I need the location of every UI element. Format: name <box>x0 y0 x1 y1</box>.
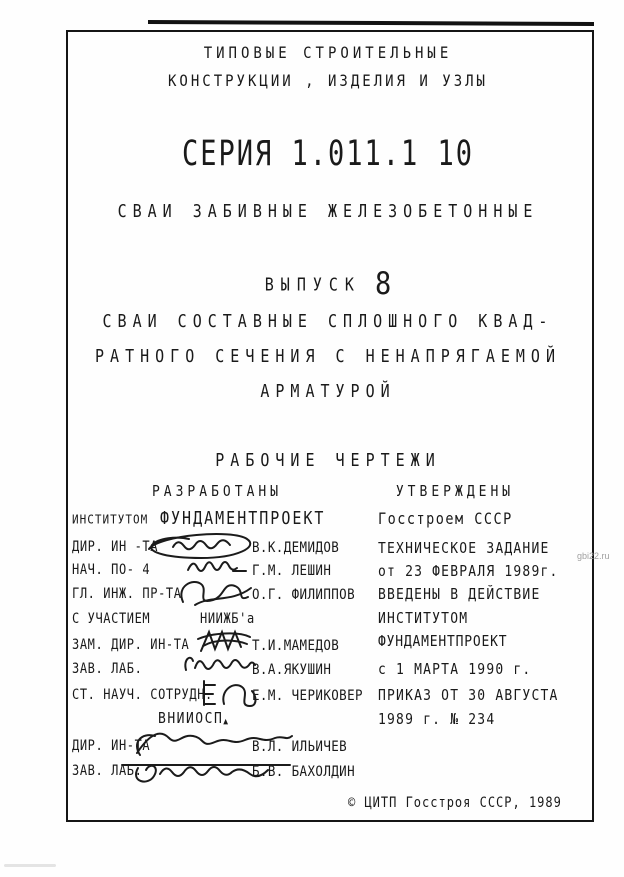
dev-row-role: ДИР. ИН-ТА <box>72 737 151 754</box>
dev-row-name: В.Л. ИЛЬИЧЕВ <box>252 737 348 755</box>
working-drawings-title: РАБОЧИЕ ЧЕРТЕЖИ <box>215 450 441 471</box>
issue-desc-line2: РАТНОГО СЕЧЕНИЯ С НЕНАПРЯГАЕМОЙ <box>95 346 561 367</box>
approved-line: 1989 г. № 234 <box>378 711 496 729</box>
dev-row-role: СТ. НАУЧ. СОТРУДН. <box>72 686 213 703</box>
signature-filippov <box>174 576 254 607</box>
approved-line: ФУНДАМЕНТПРОЕКТ <box>378 633 508 651</box>
developed-institute-name: ФУНДАМЕНТПРОЕКТ <box>160 508 326 529</box>
approved-line: ИНСТИТУТОМ <box>378 610 469 628</box>
dev-row-name: Е.М. ЧЕРИКОВЕР <box>252 686 363 704</box>
approved-header: УТВЕРЖДЕНЫ <box>395 483 515 501</box>
dev-row-name: В.А.ЯКУШИН <box>252 660 332 678</box>
site-watermark: gbi22.ru <box>577 551 610 561</box>
dev-row-name: Т.И.МАМЕДОВ <box>252 636 340 654</box>
dev-row-name: Г.М. ЛЕШИН <box>252 561 332 579</box>
issue-desc-line1: СВАИ СОСТАВНЫЕ СПЛОШНОГО КВАД- <box>102 311 554 332</box>
footnote-triangle-marker: ▲ <box>223 715 230 727</box>
participation-label: С УЧАСТИЕМ <box>72 610 151 627</box>
approved-line: с 1 МАРТА 1990 г. <box>378 661 532 679</box>
approved-line: ПРИКАЗ ОТ 30 АВГУСТА <box>378 687 559 705</box>
dev-row-role: ЗАВ. ЛАБ. <box>72 660 143 677</box>
dev-row-name: В.К.ДЕМИДОВ <box>252 538 340 556</box>
dev-row-role: ЗАВ. ЛАБ. <box>72 762 143 779</box>
approved-line: от 23 ФЕВРАЛЯ 1989г. <box>378 563 559 581</box>
series-title: СЕРИЯ 1.011.1 10 <box>181 134 475 175</box>
signature-bakholdin <box>118 751 296 788</box>
issue-desc-line3: АРМАТУРОЙ <box>260 381 396 402</box>
approved-line: ТЕХНИЧЕСКОЕ ЗАДАНИЕ <box>378 540 550 558</box>
doc-header-line1: ТИПОВЫЕ СТРОИТЕЛЬНЫЕ <box>203 44 453 63</box>
dev-row-name: Б.В. БАХОЛДИН <box>252 762 356 780</box>
participation-org: НИИЖБ'а <box>200 610 255 627</box>
issue-title <box>66 266 590 302</box>
dev-row-role: ДИР. ИН -ТА <box>72 538 159 555</box>
doc-subtitle: СВАИ ЗАБИВНЫЕ ЖЕЛЕЗОБЕТОННЫЕ <box>117 201 539 222</box>
approved-org: Госстроем СССР <box>378 510 513 529</box>
doc-header-line2: КОНСТРУКЦИИ , ИЗДЕЛИЯ И УЗЛЫ <box>167 72 488 91</box>
vniiosp-label: ВНИИОСП <box>158 710 224 728</box>
signature-cherikover <box>199 677 261 710</box>
scan-top-bar <box>148 20 594 26</box>
developed-header: РАЗРАБОТАНЫ <box>151 483 283 501</box>
developed-institute-label: ИНСТИТУТОМ <box>72 512 149 528</box>
signature-leshin <box>185 555 249 574</box>
dev-row-role: ЗАМ. ДИР. ИН-ТА <box>72 636 190 653</box>
signature-yakushin <box>182 651 256 676</box>
issue-label: ВЫПУСК <box>264 274 361 295</box>
dev-row-role: НАЧ. ПО- 4 <box>72 561 151 578</box>
dev-row-role: ГЛ. ИНЖ. ПР-ТА <box>72 585 182 602</box>
copyright-line: © ЦИТП Госстроя СССР, 1989 <box>348 794 562 811</box>
issue-number: 8 <box>374 266 392 302</box>
approved-line: ВВЕДЕНЫ В ДЕЙСТВИЕ <box>378 586 541 604</box>
dev-row-name: О.Г. ФИЛИППОВ <box>252 585 356 603</box>
corner-scan-smudge <box>4 864 56 867</box>
